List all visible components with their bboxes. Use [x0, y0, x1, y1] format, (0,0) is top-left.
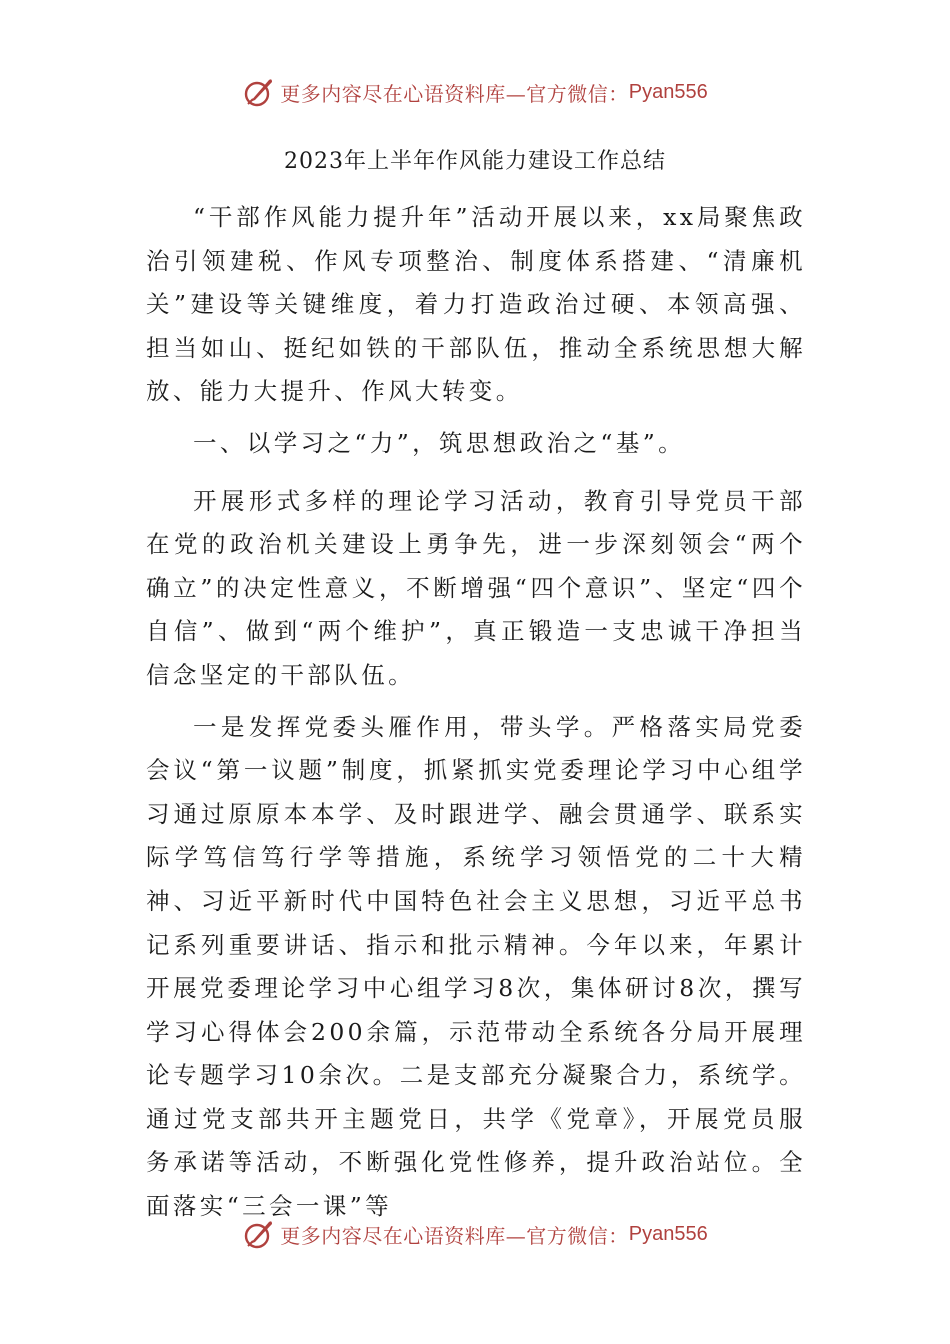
- quill-logo-icon: [242, 75, 276, 109]
- watermark-text: 更多内容尽在心语资料库—官方微信：: [280, 1223, 629, 1248]
- watermark-wechat-id: Pyan556: [628, 80, 708, 103]
- quill-logo-icon: [242, 1217, 276, 1251]
- section-1-paragraph: 开展形式多样的理论学习活动，教育引导党员干部在党的政治机关建设上勇争先，进一步深刻领会“两个确立”的决定性意义，不断增强“四个意识”、坚定“四个自信”、做到“两个维护”，真正锻造一支忠诚干净担当信念坚定的干部队伍。: [146, 486, 806, 689]
- watermark-text: 更多内容尽在心语资料库—官方微信：: [280, 81, 629, 106]
- section-heading-1: 一、以学习之“力”，筑思想政治之“基”。: [193, 428, 686, 457]
- document-title: 2023年上半年作风能力建设工作总结: [284, 149, 666, 174]
- watermark-wechat-id: Pyan556: [628, 1222, 708, 1245]
- document-body: [146, 196, 806, 1237]
- footer-watermark-banner: [0, 1212, 950, 1256]
- section-1-detail-paragraph: 一是发挥党委头雁作用，带头学。严格落实局党委会议“第一议题”制度，抓紧抓实党委理论学习中心组学习通过原原本本学、及时跟进学、融会贯通学、联系实际学笃信笃行学等措施，系统学习领悟党的二十大精神、习近平新时代中国特色社会主义思想，习近平总书记系列重要讲话、指示和批示精神。今年以来，年累计开展党委理论学习中心组学习8次，集体研讨8次，撰写学习心得体会200余篇，示范带动全系统各分局开展理论专题学习10余次。二是支部充分凝聚合力，系统学。通过党支部共开主题党日，共学《党章》，开展党员服务承诺等活动，不断强化党性修养，提升政治站位。全面落实“三会一课”等: [146, 712, 806, 1221]
- header-watermark-banner: [0, 70, 950, 114]
- intro-paragraph: “干部作风能力提升年”活动开展以来，xx局聚焦政治引领建税、作风专项整治、制度体系搭建、“清廉机关”建设等关键维度，着力打造政治过硬、本领高强、担当如山、挺纪如铁的干部队伍，推动全系统思想大解放、能力大提升、作风大转变。: [146, 203, 806, 406]
